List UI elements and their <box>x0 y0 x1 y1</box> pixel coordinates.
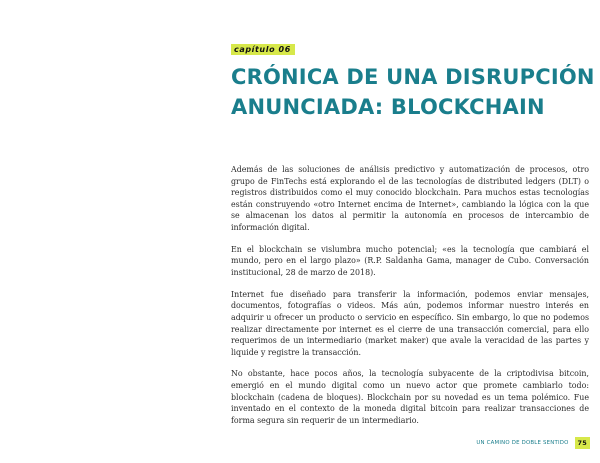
paragraph-2: En el blockchain se vislumbra mucho potencial; «es la tecnología que cambiará el mundo, pero en el largo plazo» (R.P. Saldanha Gama, manager de Cubo. Conversación institucional, 28 de marzo de 2018). <box>231 244 589 277</box>
body-text <box>231 164 589 437</box>
paragraph-1: Además de las soluciones de análisis predictivo y automatización de procesos, otro grupo de FinTechs está explorando el de las tecnologías de distributed ledgers (DLT) o registros distribuidos como el muy conocido blockchain. Para muchos estas tecnologías están construyendo «otro Internet encima de Internet», cambiando la lógica con la que se almacenan los datos al permitir la autonomía en procesos de intercambio de información digital. <box>231 165 589 232</box>
paragraph-3: Internet fue diseñado para transferir la información, podemos enviar mensajes, documentos, fotografías o videos. Más aún, podemos informar nuestro interés en adquirir u ofrecer un producto o servicio en específico. Sin embargo, lo que no podemos realizar directamente por internet es el cierre de una transacción comercial, para ello requerimos de un intermediario (market maker) que avale la veracidad de las partes y liquide y registre la transacción. <box>231 289 589 357</box>
title-line-2: ANUNCIADA: BLOCKCHAIN <box>231 95 545 119</box>
chapter-title <box>231 62 595 122</box>
paragraph-4: No obstante, hace pocos años, la tecnología subyacente de la criptodivisa bitcoin, emergió en el mundo digital como un nuevo actor que promete cambiarlo todo: blockchain (cadena de bloques). Blockchain por su novedad es un tema polémico. Fue inventado en el contexto de la moneda digital bitcoin para realizar transacciones de forma segura sin requerir de un intermediario. <box>231 369 589 425</box>
title-line-1: CRÓNICA DE UNA DISRUPCIÓN <box>231 65 595 89</box>
page-footer <box>476 437 590 449</box>
chapter-label: capítulo 06 <box>231 44 295 55</box>
book-title: UN CAMINO DE DOBLE SENTIDO <box>476 440 569 446</box>
page-number: 75 <box>575 437 590 449</box>
